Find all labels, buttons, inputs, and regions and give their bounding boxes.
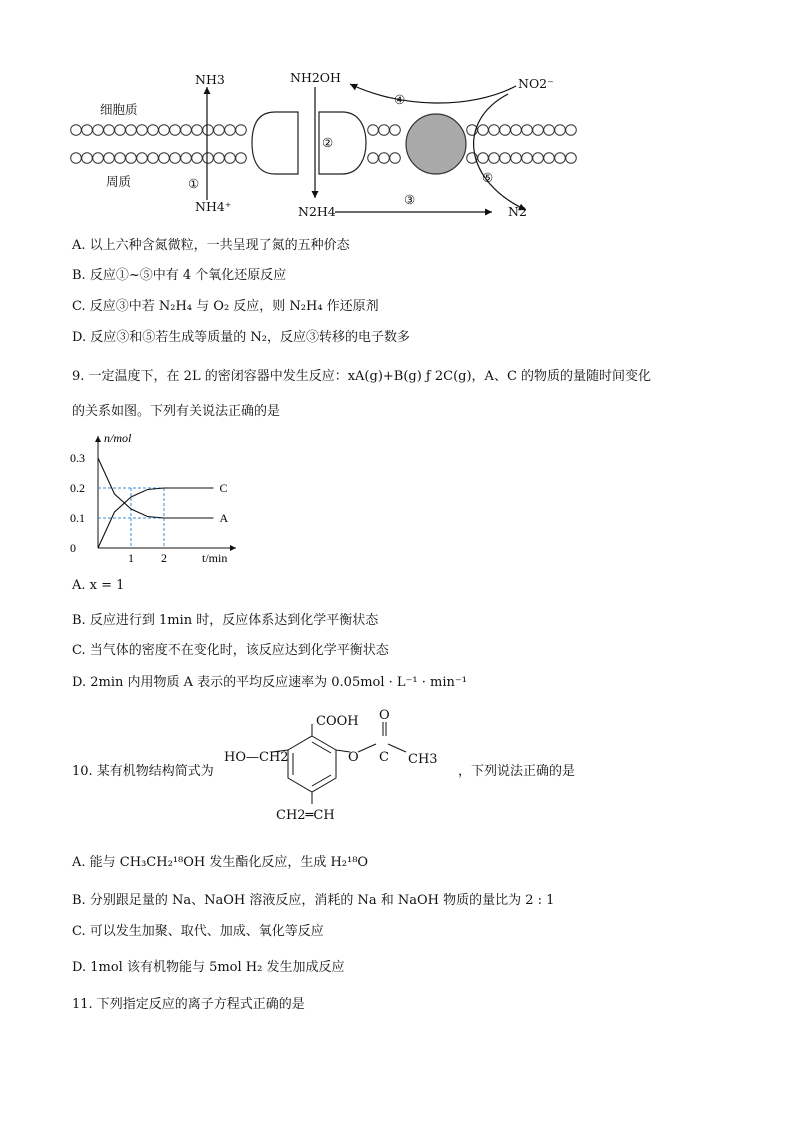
lipid-head — [192, 125, 203, 136]
lipid-head — [137, 153, 148, 164]
lipid-head — [93, 125, 104, 136]
lipid-head — [390, 125, 401, 136]
q8-option-d: D. 反应③和⑤若生成等质量的 N₂，反应③转移的电子数多 — [72, 330, 410, 345]
q9-stem-line2: 的关系如图。下列有关说法正确的是 — [72, 404, 281, 419]
label-step-2: ② — [322, 135, 334, 150]
q10-stem-pre: 10. 某有机物结构简式为 — [72, 764, 214, 779]
enzyme-circle — [406, 114, 466, 174]
struct-ho-ch2: HO—CH2 — [224, 750, 289, 765]
lipid-head — [390, 153, 401, 164]
q9-stem-line1: 9. 一定温度下，在 2L 的密闭容器中发生反应：xA(g)+B(g) ƒ 2C(g)，A、C 的物质的量随时间变化 — [72, 369, 652, 384]
y-tick-label: 0.1 — [70, 511, 85, 525]
lipid-head — [192, 153, 203, 164]
q8-option-b: B. 反应①~⑤中有 4 个氧化还原反应 — [72, 268, 287, 283]
transport-protein-left — [252, 112, 298, 174]
lipid-head — [478, 153, 489, 164]
lipid-head — [379, 125, 390, 136]
struct-c: C — [379, 750, 389, 765]
lipid-head — [115, 153, 126, 164]
lipid-head — [148, 125, 159, 136]
lipid-head — [214, 125, 225, 136]
lipid-head — [368, 125, 379, 136]
lipid-head — [159, 153, 170, 164]
label-nh4: NH4⁺ — [195, 199, 232, 214]
label-n2h4: N2H4 — [298, 204, 336, 219]
lipid-head — [126, 153, 137, 164]
q9-option-b: B. 反应进行到 1min 时，反应体系达到化学平衡状态 — [72, 613, 379, 628]
struct-vinyl: CH2═CH — [276, 808, 335, 823]
arrow-5 — [474, 94, 526, 210]
lipid-head — [214, 153, 225, 164]
lipid-head — [522, 153, 533, 164]
lipid-head — [489, 125, 500, 136]
q9-chart — [68, 430, 248, 568]
q10-stem-post: ，下列说法正确的是 — [458, 764, 576, 779]
lipid-head — [93, 153, 104, 164]
lipid-head — [566, 153, 577, 164]
series-label-A: A — [219, 511, 229, 525]
lipid-head — [104, 153, 115, 164]
q10-option-b: B. 分别跟足量的 Na、NaOH 溶液反应，消耗的 Na 和 NaOH 物质的量比为 2 : 1 — [72, 893, 555, 908]
series-label-C: C — [219, 481, 228, 495]
y-tick-label: 0.3 — [70, 451, 85, 465]
lipid-head — [159, 125, 170, 136]
y-tick-label: 0 — [70, 541, 76, 555]
lipid-head — [203, 125, 214, 136]
lipid-head — [104, 125, 115, 136]
lipid-head — [555, 153, 566, 164]
benzene-ring — [288, 736, 336, 792]
label-no2: NO2⁻ — [518, 76, 554, 91]
lipid-head — [236, 125, 247, 136]
x-axis-title: t/min — [202, 551, 228, 565]
q10-option-d: D. 1mol 该有机物能与 5mol H₂ 发生加成反应 — [72, 960, 345, 975]
lipid-head — [170, 153, 181, 164]
lipid-head — [115, 125, 126, 136]
lipid-head — [489, 153, 500, 164]
struct-o-double: O — [379, 708, 390, 723]
label-periplasm: 周质 — [106, 174, 132, 189]
lipid-head — [203, 153, 214, 164]
lipid-head — [478, 125, 489, 136]
lipid-head — [555, 125, 566, 136]
label-nh2oh: NH2OH — [290, 70, 341, 85]
lipid-head — [533, 153, 544, 164]
q9-option-a: A. x = 1 — [72, 578, 125, 593]
lipid-head — [236, 153, 247, 164]
lipid-head — [148, 153, 159, 164]
lipid-head — [181, 153, 192, 164]
q9-chart-svg — [68, 430, 248, 568]
q10-option-a: A. 能与 CH₃CH₂¹⁸OH 发生酯化反应，生成 H₂¹⁸O — [72, 855, 369, 870]
lipid-head — [511, 153, 522, 164]
q9-option-d: D. 2min 内用物质 A 表示的平均反应速率为 0.05mol · L⁻¹ · min⁻¹ — [72, 675, 467, 690]
lipid-head — [544, 125, 555, 136]
label-step-4: ④ — [394, 92, 406, 107]
lipid-head — [533, 125, 544, 136]
x-tick-label: 1 — [128, 551, 134, 565]
struct-ch3: CH3 — [408, 752, 438, 767]
lipid-head — [170, 125, 181, 136]
lipid-head — [225, 125, 236, 136]
lipid-head — [566, 125, 577, 136]
y-axis-title: n/mol — [104, 431, 132, 445]
membrane-diagram — [60, 62, 580, 230]
label-nh3: NH3 — [195, 72, 225, 87]
struct-cooh: COOH — [316, 714, 359, 729]
lipid-head — [500, 153, 511, 164]
lipid-head — [500, 125, 511, 136]
label-step-5: ⑤ — [482, 170, 494, 185]
label-step-3: ③ — [404, 192, 416, 207]
lipid-head — [522, 125, 533, 136]
label-n2: N2 — [508, 204, 527, 219]
lipid-head — [511, 125, 522, 136]
label-cytoplasm: 细胞质 — [100, 102, 138, 117]
label-step-1: ① — [188, 176, 200, 191]
q11-stem: 11. 下列指定反应的离子方程式正确的是 — [72, 997, 305, 1012]
struct-o-link: O — [348, 750, 359, 765]
y-tick-label: 0.2 — [70, 481, 85, 495]
arrow-4 — [350, 84, 516, 103]
q10-structure — [224, 708, 454, 830]
x-tick-label: 2 — [161, 551, 167, 565]
q9-option-c: C. 当气体的密度不在变化时，该反应达到化学平衡状态 — [72, 643, 389, 658]
lipid-head — [181, 125, 192, 136]
lipid-head — [126, 125, 137, 136]
lipid-head — [71, 153, 82, 164]
q8-option-a: A. 以上六种含氮微粒，一共呈现了氮的五种价态 — [72, 238, 350, 253]
lipid-head — [544, 153, 555, 164]
q8-option-c: C. 反应③中若 N₂H₄ 与 O₂ 反应，则 N₂H₄ 作还原剂 — [72, 299, 379, 314]
lipid-head — [379, 153, 390, 164]
lipid-head — [368, 153, 379, 164]
lipid-head — [225, 153, 236, 164]
lipid-head — [82, 125, 93, 136]
lipid-head — [137, 125, 148, 136]
lipid-head — [71, 125, 82, 136]
lipid-head — [82, 153, 93, 164]
q10-option-c: C. 可以发生加聚、取代、加成、氧化等反应 — [72, 924, 324, 939]
